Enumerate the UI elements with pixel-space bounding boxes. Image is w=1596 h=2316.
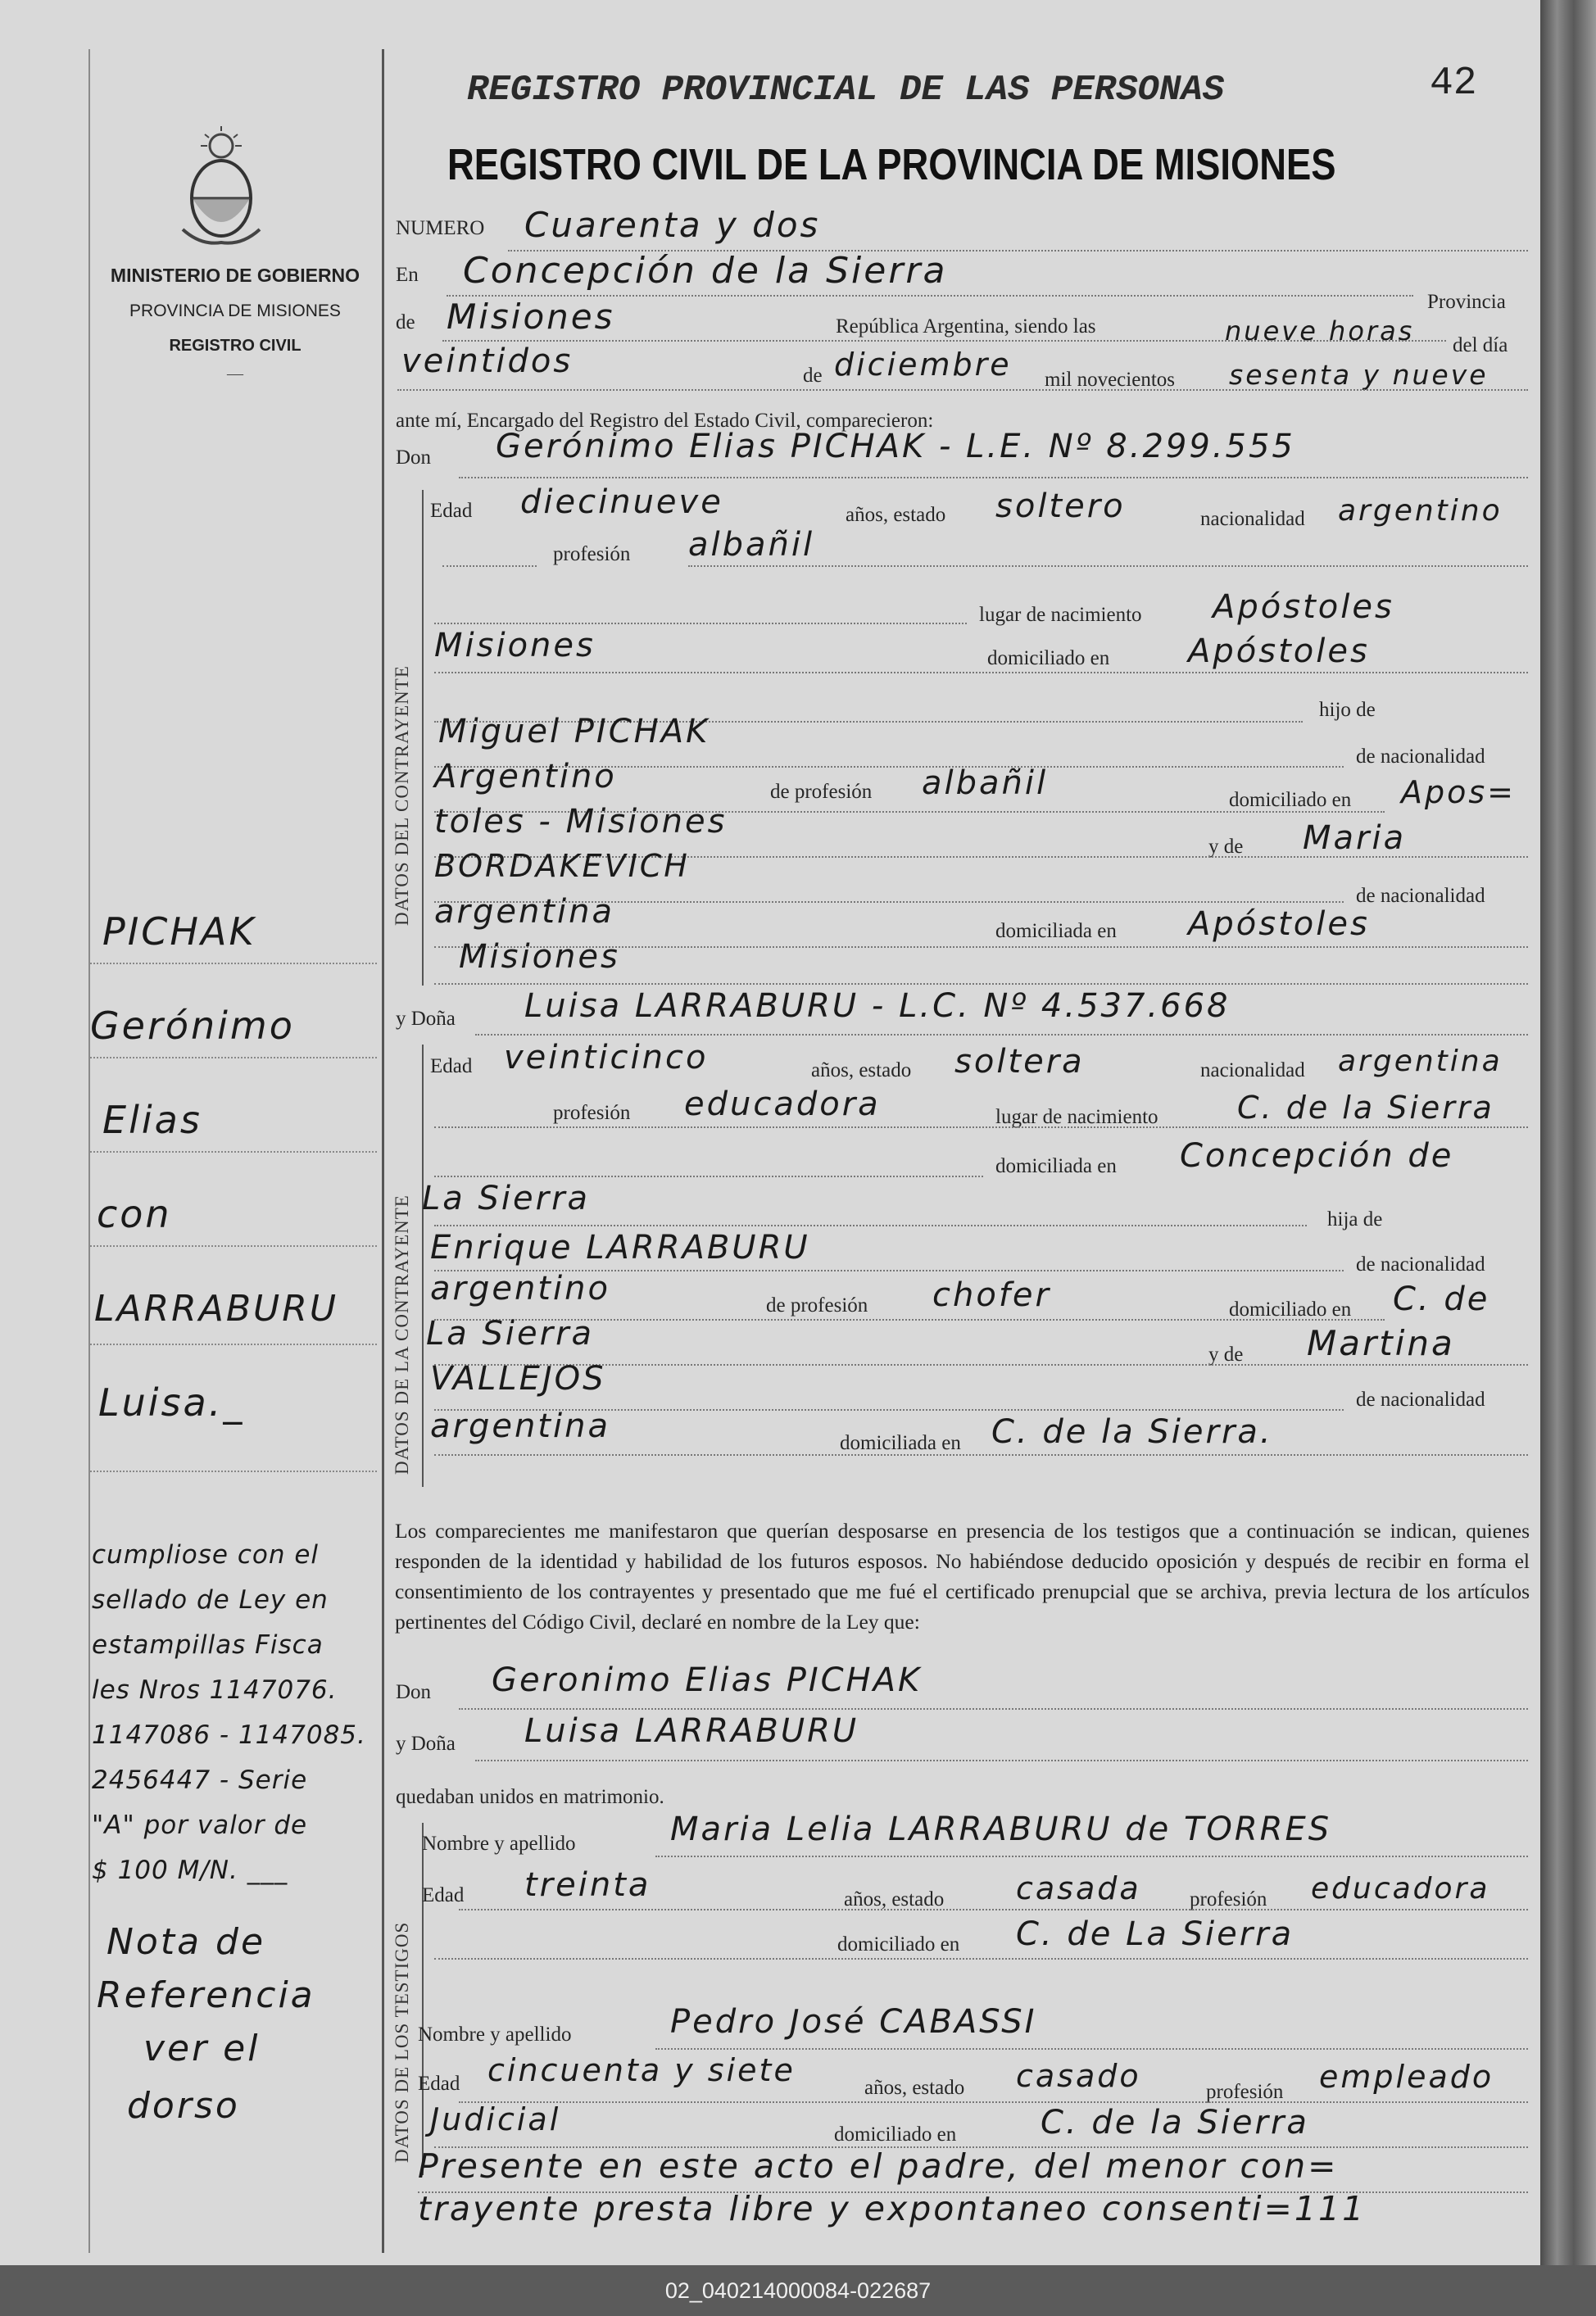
t2-anos-label: años, estado (864, 2077, 965, 2099)
contrayenta-madre-dom-label: domiciliada en (840, 1432, 961, 1454)
contrayenta-madre: Martina (1307, 1323, 1455, 1363)
anio-value: sesenta y nueve (1229, 359, 1489, 391)
ref-note-3: ver el (143, 2028, 261, 2069)
margin-note-8: $ 100 M/N. ___ (92, 1856, 288, 1885)
margin-note-2: sellado de Ley en (92, 1585, 329, 1615)
t2-estado: casado (1016, 2058, 1141, 2094)
t1-estado: casada (1016, 1870, 1141, 1906)
line-9 (434, 672, 1528, 673)
contrayenta-estado: soltera (954, 1043, 1085, 1081)
contrayente-section-label: DATOS DEL CONTRAYENTE (392, 665, 412, 926)
t2-edad-label: Edad (418, 2073, 460, 2095)
madre-apellido: BORDAKEVICH (434, 848, 690, 884)
margin-line-3 (90, 1151, 377, 1153)
hijo-de-label: hijo de (1319, 699, 1376, 721)
ministry-line2: PROVINCIA DE MISIONES (129, 301, 341, 320)
margin-line-1 (90, 963, 377, 964)
book-edge (1540, 0, 1596, 2265)
edad-label-2: Edad (430, 1055, 473, 1077)
line-20 (434, 1176, 983, 1177)
t2-profesion: empleado (1319, 2059, 1494, 2095)
numero-value: Cuarenta y dos (524, 205, 821, 245)
provincia-label: Provincia (1427, 291, 1506, 313)
de-mes-label: de (803, 365, 823, 387)
dona-label: y Doña (396, 1008, 456, 1030)
contrayenta-padre: Enrique LARRABURU (430, 1229, 810, 1267)
page-number: 42 (1430, 61, 1477, 106)
don-line (459, 477, 1528, 478)
testigos-nota-1: Presente en este acto el padre, del menor con= (418, 2146, 1339, 2186)
contrayenta-bracket (422, 1045, 424, 1487)
line-6 (442, 565, 537, 567)
contrayenta-padre-prof: chofer (932, 1276, 1051, 1314)
padre-nombre: Miguel PICHAK (438, 713, 710, 750)
padre-nac-label: de nacionalidad (1356, 746, 1485, 768)
margin-name-5: LARRABURU (94, 1288, 339, 1330)
en-label: En (396, 264, 419, 286)
contrayenta-section-label: DATOS DE LA CONTRAYENTE (392, 1194, 412, 1475)
ref-note-1: Nota de (107, 1921, 266, 1963)
quedaban-text: quedaban unidos en matrimonio. (396, 1786, 664, 1808)
margin-name-1: PICHAK (102, 909, 256, 954)
t1-nombre: Maria Lelia LARRABURU de TORRES (670, 1811, 1332, 1848)
domiciliada-label: domiciliada en (995, 1155, 1117, 1177)
margin-note-1: cumpliose con el (92, 1540, 320, 1570)
profesion-label-2: profesión (553, 1102, 631, 1124)
t1-domiciliado-label: domiciliado en (837, 1933, 960, 1956)
madre-domicilio2: Misiones (459, 938, 620, 976)
edad-label: Edad (430, 500, 473, 522)
margin-name-3: Elias (102, 1098, 202, 1142)
contrayente-nacionalidad: argentino (1338, 494, 1503, 528)
margin-name-4: con (97, 1192, 172, 1236)
lugar-nac-label: lugar de nacimiento (979, 604, 1142, 626)
lugar-nac-label-2: lugar de nacimiento (995, 1106, 1158, 1128)
decl-don-line (459, 1708, 1528, 1710)
margin-note-3: estampillas Fisca (92, 1630, 324, 1660)
t2-edad: cincuenta y siete (487, 2052, 796, 2088)
padre-prof-label: de profesión (770, 781, 873, 803)
contrayente-domicilio: Apóstoles (1188, 632, 1370, 670)
t1-edad: treinta (524, 1866, 651, 1904)
line-8 (434, 623, 967, 624)
profesion-label: profesión (553, 543, 631, 565)
footer-id: 02_040214000084-022687 (0, 2265, 1596, 2316)
t2-profesion-label: profesión (1206, 2081, 1284, 2103)
contrayenta-nombre: Luisa LARRABURU - L.C. Nº 4.537.668 (524, 987, 1231, 1025)
margin-note-5: 1147086 - 1147085. (92, 1720, 366, 1750)
decl-don-name: Geronimo Elias PICHAK (492, 1661, 923, 1699)
contrayenta-nacionalidad: argentina (1338, 1045, 1503, 1078)
ministry-dash: — (227, 365, 243, 383)
margin-name-2: Gerónimo (90, 1004, 295, 1048)
header-title: REGISTRO CIVIL DE LA PROVINCIA DE MISIONES (447, 140, 1336, 189)
madre-nac-label: de nacionalidad (1356, 885, 1485, 907)
ref-note-4: dorso (127, 2085, 240, 2127)
t2-domiciliado-label: domiciliado en (834, 2123, 957, 2146)
contrayenta-padre-dom: C. de (1393, 1280, 1490, 1318)
t1-nombre-label: Nombre y apellido (422, 1833, 576, 1855)
madre-dom-label: domiciliada en (995, 920, 1117, 942)
ref-note-2: Referencia (97, 1974, 315, 2016)
line-7 (688, 565, 1528, 567)
padre-nacionalidad: Argentino (434, 758, 617, 795)
contrayente-edad: diecinueve (520, 483, 723, 521)
line-4 (397, 389, 1528, 391)
domiciliado-label: domiciliado en (987, 647, 1110, 669)
line-26 (434, 1454, 1528, 1456)
coat-of-arms-icon (176, 123, 266, 246)
contrayente-lugar-nac2: Misiones (434, 627, 596, 664)
contrayenta-domicilio2: La Sierra (422, 1180, 591, 1217)
margin-line-5 (90, 1344, 377, 1345)
anos-estado-label: años, estado (846, 504, 946, 526)
hija-de-label: hija de (1327, 1208, 1383, 1231)
t2-nombre-line (655, 2048, 1528, 2050)
margin-note-7: "A" por valor de (92, 1811, 308, 1840)
de-label: de (396, 311, 415, 333)
contrayenta-padre-dom2: La Sierra (426, 1315, 595, 1353)
t1-nombre-line (655, 1856, 1528, 1857)
mes-value: diciembre (834, 347, 1012, 383)
decl-dona-name: Luisa LARRABURU (524, 1712, 859, 1750)
contrayente-nombre: Gerónimo Elias PICHAK - L.E. Nº 8.299.555 (496, 428, 1295, 465)
padre-dom-label: domiciliado en (1229, 789, 1352, 811)
contrayenta-padre-nac-label: de nacionalidad (1356, 1253, 1485, 1276)
contrayenta-padre-dom-label: domiciliado en (1229, 1299, 1352, 1321)
line-3 (442, 340, 1446, 342)
padre-domicilio: Apos= (1401, 774, 1517, 810)
lugar-value: Concepción de la Sierra (463, 250, 948, 292)
ministry-line3: REGISTRO CIVIL (169, 337, 302, 355)
nacionalidad-label-2: nacionalidad (1200, 1059, 1305, 1081)
madre-nacionalidad: argentina (434, 893, 614, 931)
hora-value: nueve horas (1225, 315, 1415, 347)
madre-domicilio: Apóstoles (1188, 905, 1370, 943)
madre-nombre: Maria (1303, 819, 1407, 857)
margin-note-4: les Nros 1147076. (92, 1675, 338, 1705)
line-16 (434, 983, 1528, 985)
t1-dom-line (434, 1958, 1528, 1960)
margin-line-2 (90, 1057, 377, 1058)
y-de-label: y de (1208, 836, 1244, 858)
t2-nombre-label: Nombre y apellido (418, 2024, 572, 2046)
nacionalidad-label: nacionalidad (1200, 508, 1305, 530)
t2-profesion2: Judicial (430, 2101, 561, 2137)
contrayenta-padre-nac: argentino (430, 1270, 610, 1308)
numero-label: NUMERO (396, 217, 485, 239)
mil-label: mil novecientos (1045, 369, 1175, 391)
line-21 (434, 1225, 1307, 1226)
t1-anos-label: años, estado (844, 1888, 945, 1910)
margin-divider (382, 49, 384, 2253)
contrayenta-edad: veinticinco (504, 1039, 709, 1076)
declaration-paragraph: Los comparecientes me manifestaron que querían desposarse en presencia de los testigos que a continuación se indican, quienes responden de la identidad y habilidad de los futuros esposos. No habiéndose deducido oposición y después de recibir en forma el consentimiento de los contrayentes y presentado que me fué el certificado prenupcial que se archiva, previa lectura de los artículos pertinentes del Código Civil, declaré en nombre de la Ley que: (395, 1519, 1530, 1634)
dona-line (475, 1034, 1528, 1036)
t2-domicilio: C. de la Sierra (1041, 2104, 1309, 2142)
del-dia-label: del día (1453, 334, 1508, 356)
contrayente-estado: soltero (995, 487, 1126, 525)
contrayenta-domicilio: Concepción de (1180, 1137, 1454, 1175)
contrayenta-profesion: educadora (684, 1085, 881, 1123)
contrayenta-madre-dom: C. de la Sierra. (991, 1413, 1273, 1451)
contrayenta-madre-nac: argentina (430, 1407, 610, 1445)
anos-estado-label-2: años, estado (811, 1059, 912, 1081)
t2-nombre: Pedro José CABASSI (670, 2003, 1037, 2041)
decl-dona-line (475, 1760, 1528, 1761)
contrayenta-y-de-label: y de (1208, 1344, 1244, 1366)
contrayente-lugar-nac: Apóstoles (1213, 588, 1394, 626)
margin-note-6: 2456447 - Serie (92, 1765, 308, 1795)
line-19 (434, 1126, 1528, 1128)
provincia-value: Misiones (447, 297, 615, 337)
t2-edad-line (459, 2101, 1528, 2103)
ante-mi-text: ante mí, Encargado del Registro del Estado Civil, comparecieron: (396, 410, 934, 432)
contrayenta-lugar-nac: C. de la Sierra (1237, 1090, 1494, 1126)
margin-line-6 (90, 1471, 377, 1472)
republica-text: República Argentina, siendo las (836, 315, 1096, 338)
margin-line-4 (90, 1245, 377, 1247)
padre-profesion: albañil (922, 764, 1049, 802)
testigos-bracket (422, 1823, 424, 2175)
contrayenta-madre2: VALLEJOS (430, 1360, 606, 1398)
contrayente-profesion: albañil (688, 526, 815, 564)
decl-don-label: Don (396, 1681, 432, 1703)
testigos-nota-2: trayente presta libre y expontaneo consenti=111 (418, 2189, 1367, 2228)
t1-profesion: educadora (1311, 1872, 1490, 1906)
t1-edad-label: Edad (422, 1884, 465, 1906)
contrayenta-padre-prof-label: de profesión (766, 1294, 868, 1317)
contrayenta-madre-nac-label: de nacionalidad (1356, 1389, 1485, 1411)
t1-profesion-label: profesión (1190, 1888, 1267, 1910)
decl-dona-label: y Doña (396, 1733, 456, 1755)
t1-domicilio: C. de La Sierra (1016, 1915, 1294, 1953)
margin-name-6: Luisa._ (98, 1380, 245, 1425)
ministry-line1: MINISTERIO DE GOBIERNO (110, 265, 360, 286)
padre-domicilio2: toles - Misiones (434, 803, 728, 841)
testigos-section-label: DATOS DE LOS TESTIGOS (392, 1921, 412, 2163)
don-label: Don (396, 446, 432, 469)
contrayente-bracket (422, 490, 424, 986)
t1-edad-line (459, 1909, 1528, 1910)
header-stamp: REGISTRO PROVINCIAL DE LAS PERSONAS (467, 70, 1225, 111)
dia-value: veintidos (401, 342, 574, 380)
